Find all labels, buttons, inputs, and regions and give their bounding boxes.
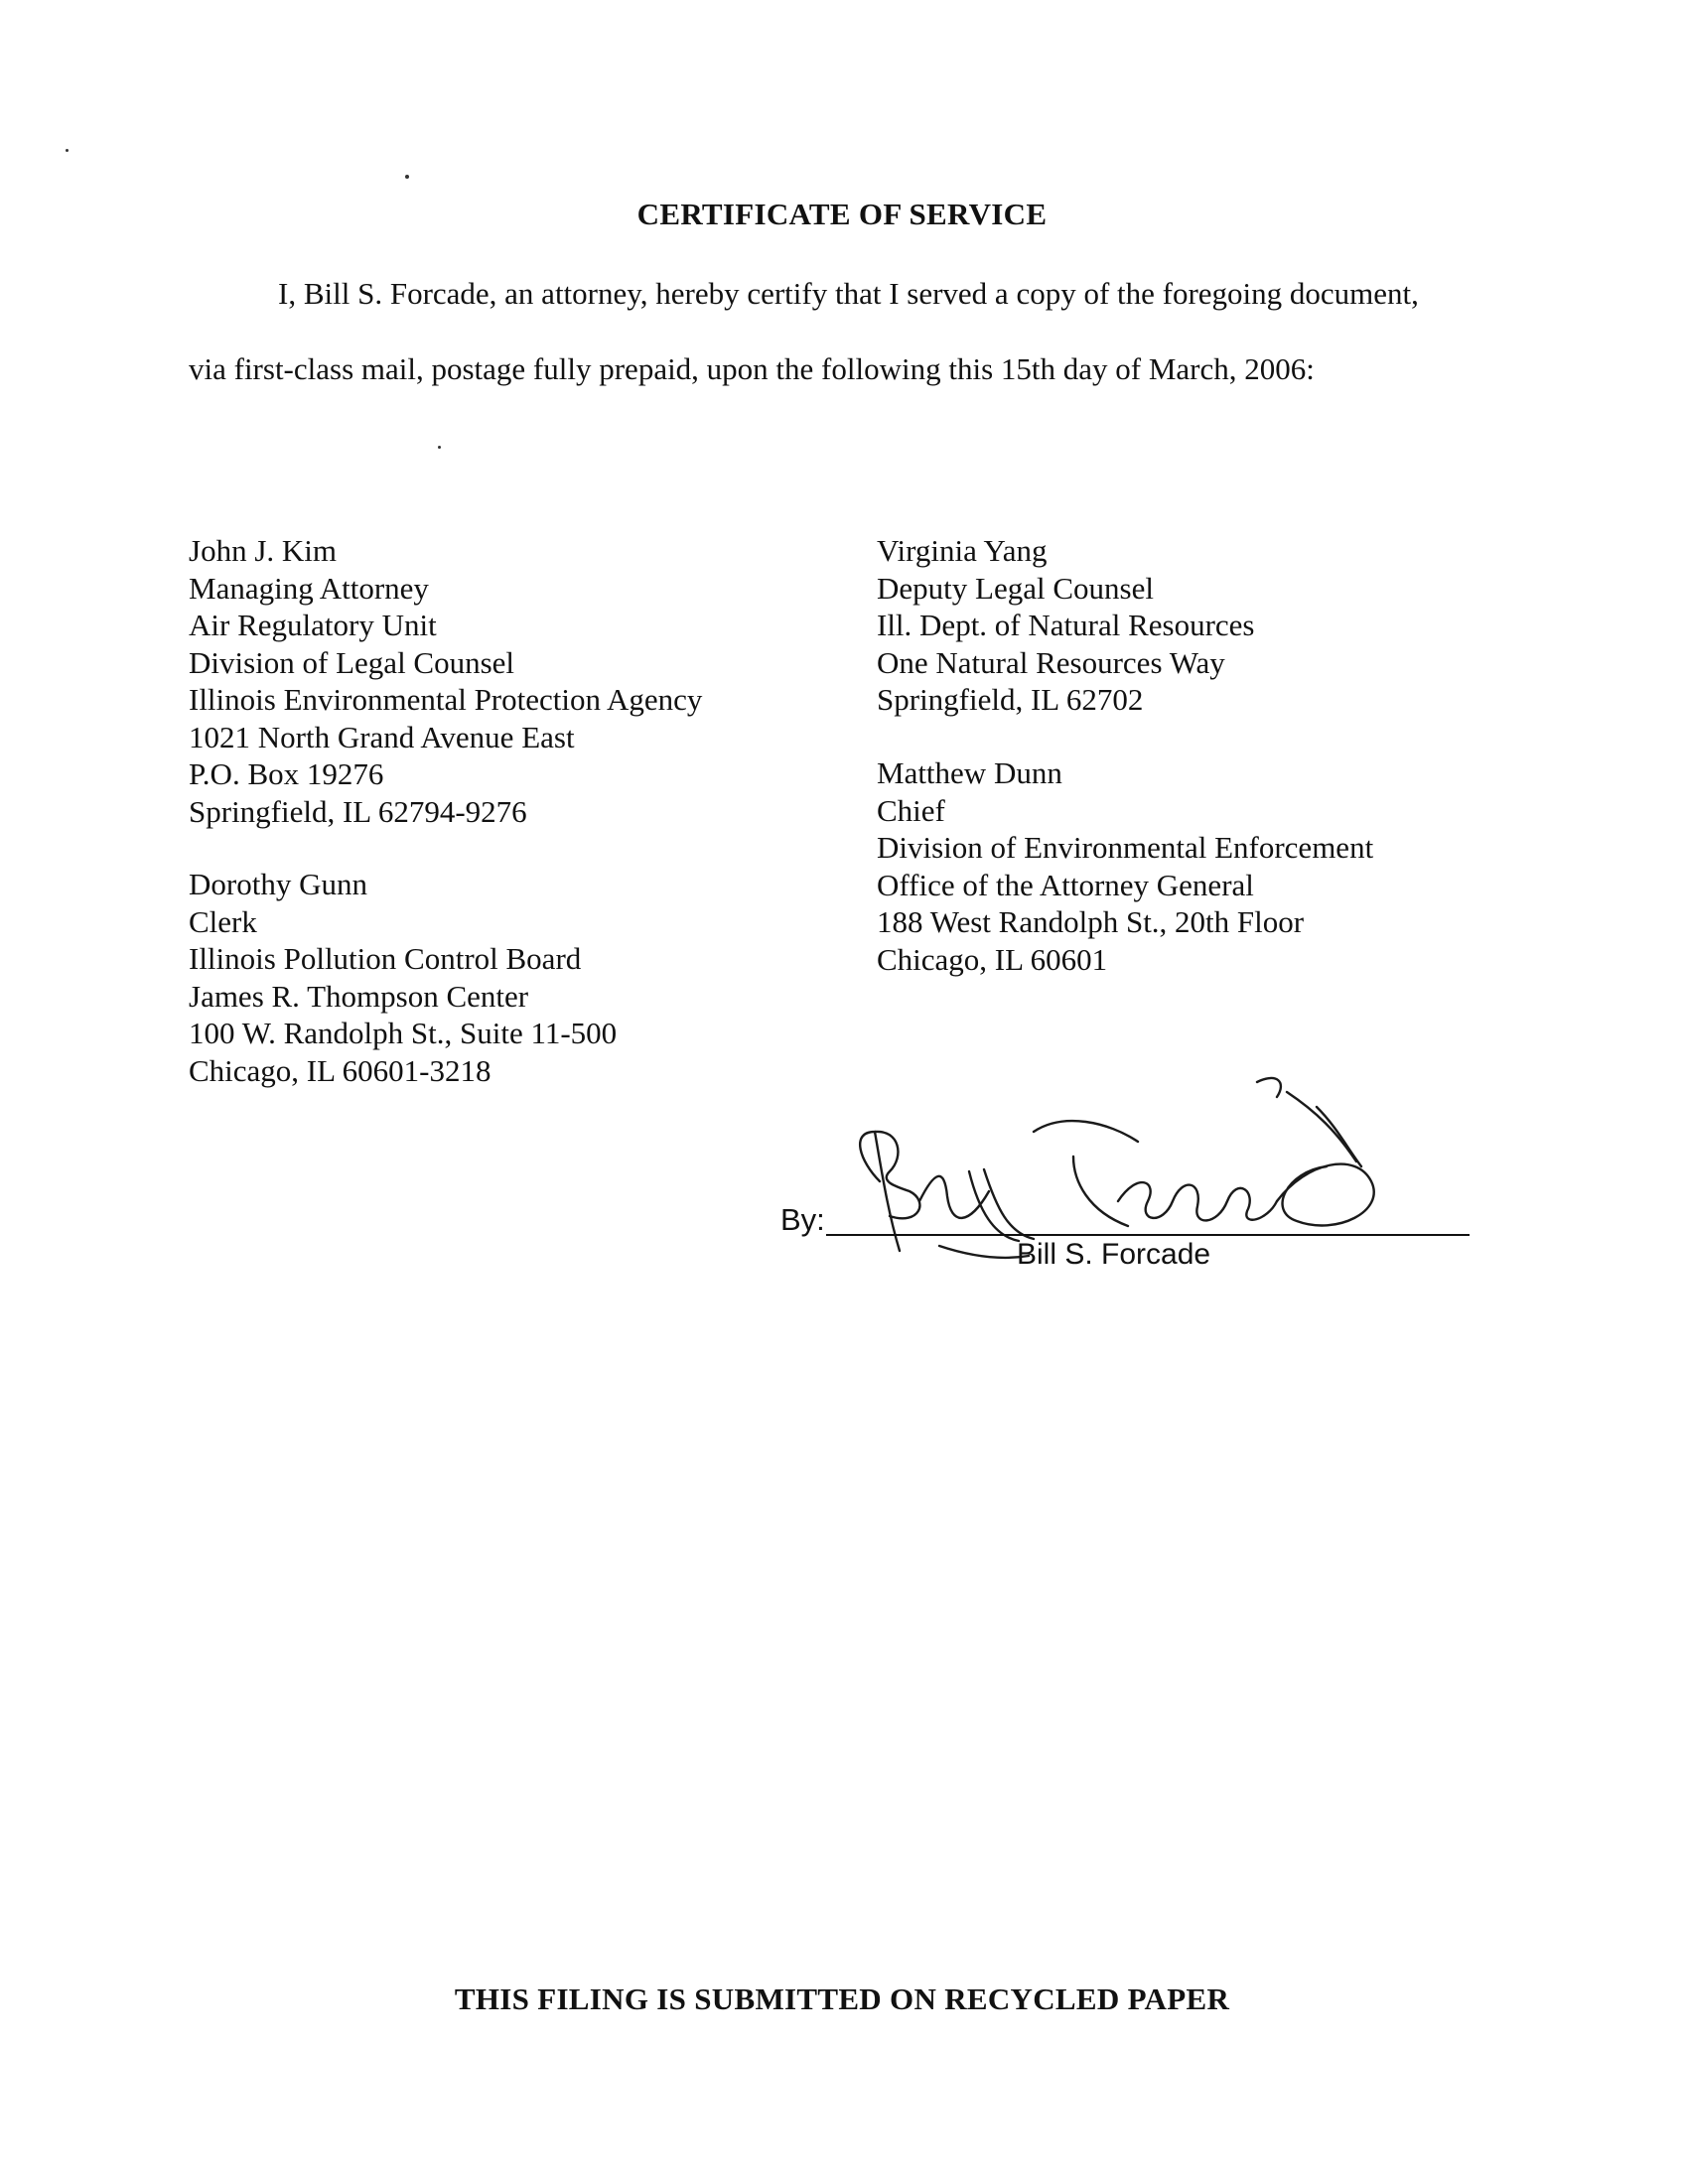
address-line: Managing Attorney [189, 570, 429, 606]
recipient-address-dunn [877, 754, 1373, 978]
address-line: Illinois Pollution Control Board [189, 941, 582, 976]
address-line: Illinois Environmental Protection Agency [189, 682, 703, 717]
recipient-address-kim [189, 532, 702, 830]
address-line: Deputy Legal Counsel [877, 570, 1154, 606]
address-line: 1021 North Grand Avenue East [189, 719, 575, 754]
address-line: Ill. Dept. of Natural Resources [877, 608, 1255, 642]
address-line: Springfield, IL 62702 [877, 682, 1144, 717]
address-line: Chief [877, 792, 945, 828]
address-line: One Natural Resources Way [877, 644, 1225, 680]
signer-name: Bill S. Forcade [1017, 1238, 1211, 1271]
address-line: 188 West Randolph St., 20th Floor [877, 904, 1305, 939]
page-title: CERTIFICATE OF SERVICE [636, 197, 1048, 231]
signature-line [826, 1234, 1470, 1236]
address-line: Matthew Dunn [877, 755, 1062, 790]
address-line: P.O. Box 19276 [189, 756, 384, 791]
recipient-address-gunn [189, 866, 617, 1089]
recycled-paper-footer: THIS FILING IS SUBMITTED ON RECYCLED PAPER [454, 1981, 1230, 2016]
address-line: John J. Kim [189, 533, 337, 568]
address-line: Air Regulatory Unit [189, 608, 437, 642]
scan-speck [438, 446, 441, 449]
address-line: Clerk [189, 903, 257, 939]
recipient-address-yang [877, 532, 1255, 719]
address-line: Dorothy Gunn [189, 867, 367, 901]
scan-speck [66, 149, 69, 152]
address-line: Division of Environmental Enforcement [877, 830, 1374, 865]
address-line: Virginia Yang [877, 533, 1048, 568]
address-line: Chicago, IL 60601 [877, 941, 1108, 977]
scan-speck [405, 175, 409, 179]
address-line: Division of Legal Counsel [189, 644, 515, 680]
by-label: By: [780, 1202, 825, 1237]
signature-block [780, 1052, 1475, 1300]
address-line: Office of the Attorney General [877, 867, 1254, 902]
address-line: James R. Thompson Center [189, 978, 529, 1014]
address-line: Springfield, IL 62794-9276 [189, 793, 527, 829]
address-line: Chicago, IL 60601-3218 [189, 1052, 491, 1088]
certification-paragraph: I, Bill S. Forcade, an attorney, hereby certify that I served a copy of the foregoing document, via first-class mail, postage fully prepaid, upon the following this 15th day of March, 2006: [189, 276, 1419, 386]
address-line: 100 W. Randolph St., Suite 11-500 [189, 1016, 618, 1050]
